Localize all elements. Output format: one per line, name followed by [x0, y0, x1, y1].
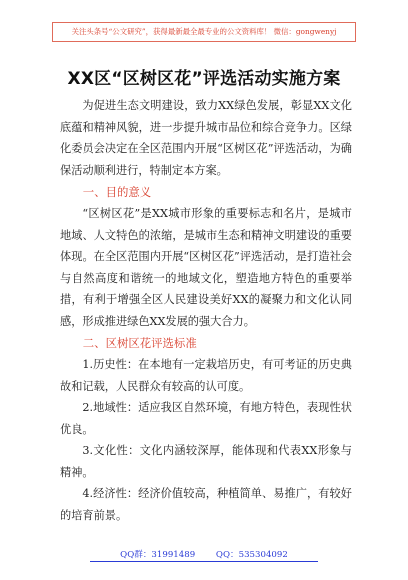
criteria-item-region: 2.地域性：适应我区自然环境，有地方特色，表现性状优良。 — [60, 401, 352, 436]
footer-qq: QQ：535304092 — [215, 550, 288, 560]
criteria-item-history: 1.历史性：在本地有一定栽培历史，有可考证的历史典故和记载，人民群众有较高的认可度。 — [60, 358, 352, 393]
section-1-heading: 一、目的意义 — [82, 185, 152, 199]
document-title: XX区“区树区花”评选活动实施方案 — [67, 69, 341, 89]
document-body — [60, 95, 352, 526]
intro-paragraph: 为促进生态文明建设，致力XX绿色发展，彰显XX文化底蕴和精神风貌，进一步提升城市品位和综合竞争力。区绿化委员会决定在全区范围内开展“区树区花”评选活动，为确保活动顺利进行，特制定本方案。 — [60, 99, 352, 177]
criteria-item-economy: 4.经济性：经济价值较高，种植简单、易推广，有较好的培育前景。 — [60, 487, 352, 522]
criteria-item-culture: 3.文化性：文化内涵较深厚，能体现和代表XX形象与精神。 — [60, 444, 352, 479]
footer-underline — [90, 561, 318, 562]
section-2-heading: 二、区树区花评选标准 — [82, 336, 197, 350]
page-footer — [0, 548, 408, 560]
footer-qq-group: QQ群：31991489 — [120, 550, 196, 560]
promo-banner: 关注头条号“公文研究”，获得最新最全最专业的公文资料库！ 微信：gongwenyj — [52, 22, 356, 42]
section-1-paragraph: “区树区花”是XX城市形象的重要标志和名片，是城市地域、人文特色的浓缩，是城市生态和精神文明建设的重要体现。在全区范围内开展“区树区花”评选活动，是打造社会与自然高度和谐统一的地域文化，塑造地方特色的重要举措，有利于增强全区人民建设美好XX的凝聚力和文化认同感，形成推进绿色XX发展的强大合力。 — [60, 207, 352, 328]
